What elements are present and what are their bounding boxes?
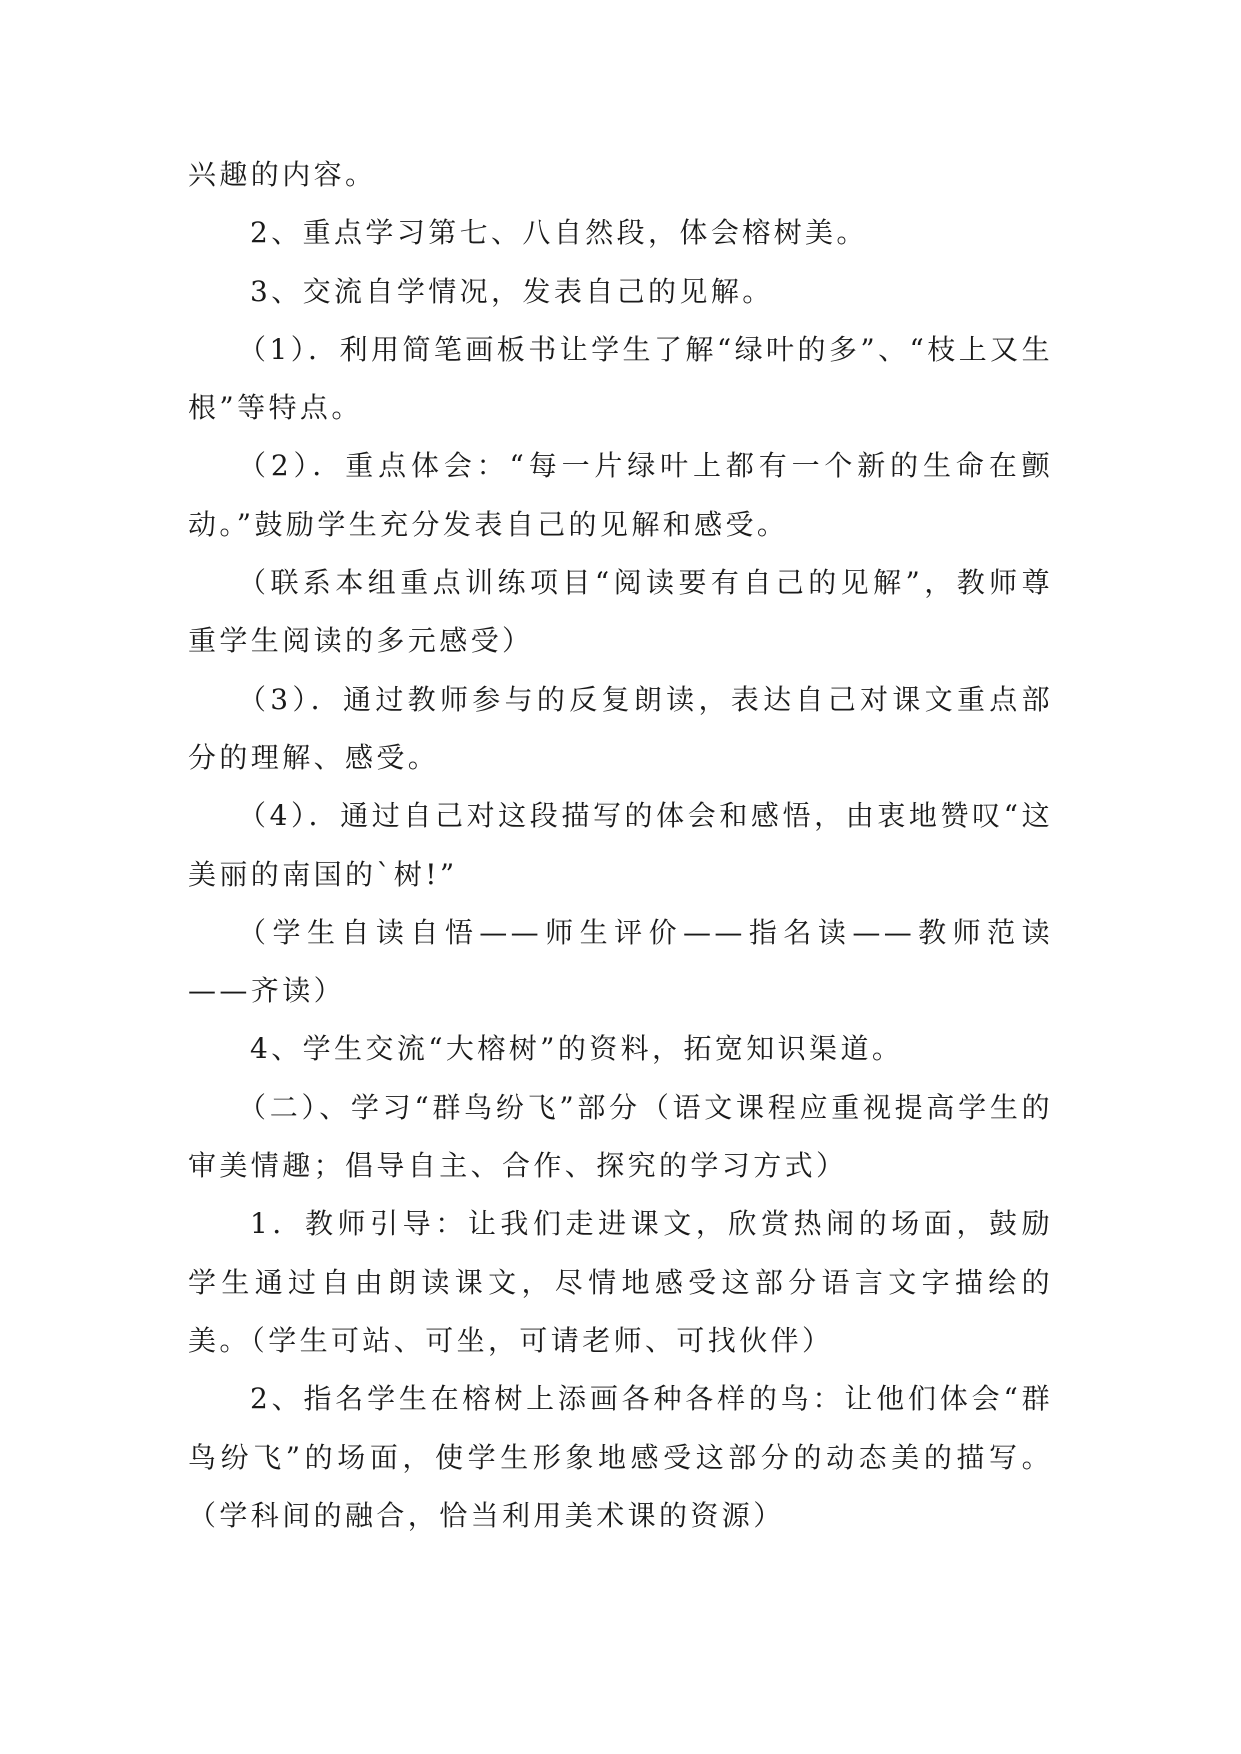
paragraph-step-4: 4、学生交流“大榕树”的资料，拓宽知识渠道。: [250, 1032, 904, 1066]
paragraph-note-2: （学生自读自悟——师生评价——指名读——教师范读——齐读）: [188, 915, 1053, 1008]
paragraph-section-2-step-1: 1．教师引导：让我们走进课文，欣赏热闹的场面，鼓励学生通过自由朗读课文，尽情地感受这部分语言文字描绘的美。（学生可站、可坐，可请老师、可找伙伴）: [188, 1207, 1053, 1357]
paragraph-sub-4: （4）．通过自己对这段描写的体会和感悟，由衷地赞叹“这美丽的南国的`树!”: [188, 799, 1053, 891]
paragraph-note-1: （联系本组重点训练项目“阅读要有自己的见解”，教师尊重学生阅读的多元感受）: [188, 566, 1053, 658]
paragraph-section-2: （二）、学习“群鸟纷飞”部分（语文课程应重视提高学生的审美情趣；倡导自主、合作、探究的学习方式）: [188, 1090, 1053, 1183]
paragraph-sub-1: （1）．利用简笔画板书让学生了解“绿叶的多”、“枝上又生根”等特点。: [188, 332, 1053, 425]
paragraph-section-2-step-2: 2、指名学生在榕树上添画各种各样的鸟：让他们体会“群鸟纷飞”的场面，使学生形象地感受这部分的动态美的描写。（学科间的融合，恰当利用美术课的资源）: [188, 1382, 1053, 1532]
paragraph-sub-3: （3）．通过教师参与的反复朗读，表达自己对课文重点部分的理解、感受。: [188, 682, 1053, 774]
paragraph-continuation: 兴趣的内容。: [188, 158, 377, 191]
paragraph-sub-2: （2）．重点体会：“每一片绿叶上都有一个新的生命在颤动。”鼓励学生充分发表自己的见解和感受。: [188, 449, 1053, 541]
document-body: [188, 146, 1053, 1545]
paragraph-step-3: 3、交流自学情况，发表自己的见解。: [250, 274, 774, 308]
paragraph-step-2: 2、重点学习第七、八自然段，体会榕树美。: [250, 216, 868, 250]
